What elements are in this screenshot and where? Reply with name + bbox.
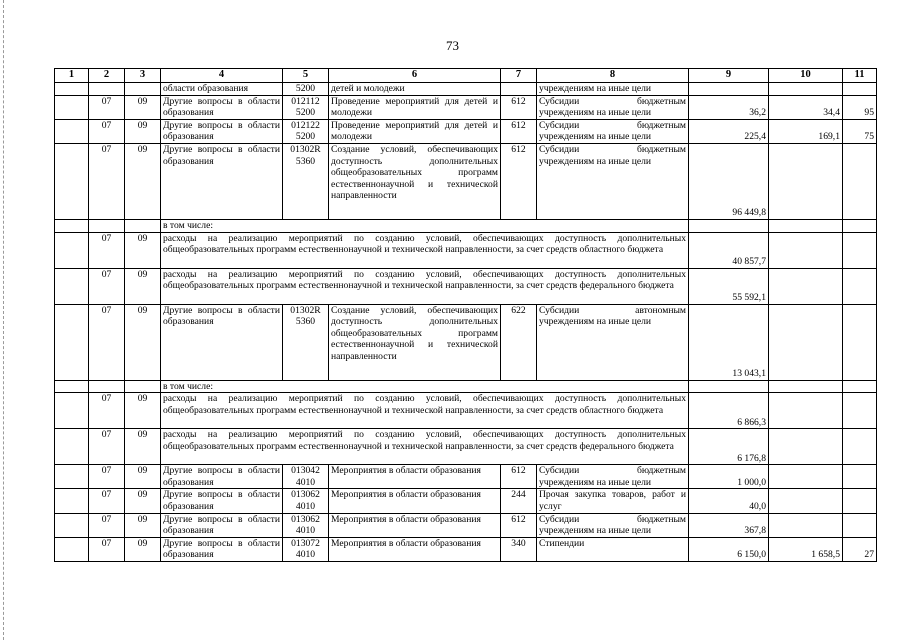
breakdown-text: расходы на реализацию мероприятий по созданию условий, обеспечивающих доступность дополнительных общеобразовательных программ естественнонаучной и технической направленности, за счет средств федерального бюджета [161, 268, 689, 304]
cell-col1 [55, 83, 89, 96]
amount-col10: 1 658,5 [769, 537, 843, 561]
target-article-code: 012122 5200 [283, 119, 329, 143]
table-row [55, 465, 877, 489]
amount-col9: 40,0 [689, 489, 769, 513]
table-row [55, 119, 877, 143]
section-code: 07 [89, 429, 125, 465]
cell-col1 [55, 304, 89, 380]
subsection-code: 09 [125, 268, 161, 304]
percent-col11 [843, 465, 877, 489]
target-article-name: Проведение мероприятий для детей и молодежи [329, 119, 501, 143]
expense-type-code: 612 [501, 95, 537, 119]
breakdown-text: расходы на реализацию мероприятий по созданию условий, обеспечивающих доступность дополнительных общеобразовательных программ естественнонаучной и технической направленности, за счет средств федерального бюджета [161, 429, 689, 465]
amount-col9: 96 449,8 [689, 143, 769, 219]
percent-col11 [843, 143, 877, 219]
amount-col9: 225,4 [689, 119, 769, 143]
cell-col1 [55, 380, 89, 393]
target-article-code: 013062 4010 [283, 489, 329, 513]
cell-col9 [689, 380, 769, 393]
section-code: 07 [89, 513, 125, 537]
amount-col10 [769, 304, 843, 380]
column-header-1: 1 [55, 69, 89, 83]
expense-type-name: Субсидии бюджетным учреждениям на иные цели [537, 465, 689, 489]
breakdown-text: расходы на реализацию мероприятий по созданию условий, обеспечивающих доступность дополнительных общеобразовательных программ естественнонаучной и технической направленности, за счет средств областного бюджета [161, 393, 689, 429]
expense-type-name: Субсидии бюджетным учреждениям на иные цели [537, 513, 689, 537]
subsection-name: Другие вопросы в области образования [161, 537, 283, 561]
amount-col9: 55 592,1 [689, 268, 769, 304]
cell-col1 [55, 465, 89, 489]
column-header-4: 4 [161, 69, 283, 83]
target-article-name: Создание условий, обеспечивающих доступность дополнительных общеобразовательных программ естественнонаучной и технической направленности [329, 143, 501, 219]
expense-type-name: Стипендии [537, 537, 689, 561]
section-code: 07 [89, 489, 125, 513]
target-article-code: 013072 4010 [283, 537, 329, 561]
subsection-code: 09 [125, 489, 161, 513]
table-body [55, 69, 877, 562]
table-row [55, 268, 877, 304]
cell-col1 [55, 537, 89, 561]
amount-col10 [769, 489, 843, 513]
cell-col1 [55, 513, 89, 537]
target-article-code: 013062 4010 [283, 513, 329, 537]
percent-col11 [843, 393, 877, 429]
cell-col1 [55, 95, 89, 119]
percent-col11: 75 [843, 119, 877, 143]
subsection-name: Другие вопросы в области образования [161, 119, 283, 143]
expense-type-name: Прочая закупка товаров, работ и услуг [537, 489, 689, 513]
percent-col11 [843, 304, 877, 380]
percent-col11 [843, 489, 877, 513]
cell-col2 [89, 380, 125, 393]
column-header-10: 10 [769, 69, 843, 83]
table-row [55, 232, 877, 268]
cell-col1 [55, 119, 89, 143]
amount-col10 [769, 429, 843, 465]
percent-col11 [843, 268, 877, 304]
subsection-name: области образования [161, 83, 283, 96]
amount-col10 [769, 143, 843, 219]
column-header-5: 5 [283, 69, 329, 83]
cell-col11 [843, 380, 877, 393]
amount-col9 [689, 83, 769, 96]
subsection-code: 09 [125, 119, 161, 143]
target-article-code: 012112 5200 [283, 95, 329, 119]
budget-table [54, 68, 877, 562]
section-code: 07 [89, 95, 125, 119]
subsection-name: Другие вопросы в области образования [161, 143, 283, 219]
expense-type-code: 244 [501, 489, 537, 513]
amount-col9: 6 150,0 [689, 537, 769, 561]
amount-col10 [769, 513, 843, 537]
amount-col10 [769, 268, 843, 304]
section-code: 07 [89, 143, 125, 219]
column-header-9: 9 [689, 69, 769, 83]
cell-col2 [89, 219, 125, 232]
amount-col10 [769, 393, 843, 429]
including-note: в том числе: [161, 380, 689, 393]
table-row [55, 143, 877, 219]
table-row [55, 95, 877, 119]
cell-col10 [769, 380, 843, 393]
amount-col9: 36,2 [689, 95, 769, 119]
column-header-2: 2 [89, 69, 125, 83]
subsection-code [125, 83, 161, 96]
cell-col1 [55, 489, 89, 513]
breakdown-text: расходы на реализацию мероприятий по созданию условий, обеспечивающих доступность дополнительных общеобразовательных программ естественнонаучной и технической направленности, за счет средств областного бюджета [161, 232, 689, 268]
expense-type-name: учреждениям на иные цели [537, 83, 689, 96]
column-header-7: 7 [501, 69, 537, 83]
section-code: 07 [89, 268, 125, 304]
expense-type-code: 612 [501, 465, 537, 489]
column-header-8: 8 [537, 69, 689, 83]
cell-col9 [689, 219, 769, 232]
section-code: 07 [89, 393, 125, 429]
column-header-6: 6 [329, 69, 501, 83]
target-article-code: 013042 4010 [283, 465, 329, 489]
percent-col11: 27 [843, 537, 877, 561]
amount-col9: 40 857,7 [689, 232, 769, 268]
table-row [55, 393, 877, 429]
subsection-code: 09 [125, 465, 161, 489]
amount-col9: 367,8 [689, 513, 769, 537]
percent-col11 [843, 232, 877, 268]
expense-type-code: 612 [501, 513, 537, 537]
percent-col11: 95 [843, 95, 877, 119]
amount-col10 [769, 465, 843, 489]
cell-col10 [769, 219, 843, 232]
column-header-11: 11 [843, 69, 877, 83]
subsection-code: 09 [125, 143, 161, 219]
target-article-name: Создание условий, обеспечивающих доступность дополнительных общеобразовательных программ естественнонаучной и технической направленности [329, 304, 501, 380]
column-header-3: 3 [125, 69, 161, 83]
subsection-code: 09 [125, 429, 161, 465]
expense-type-name: Субсидии бюджетным учреждениям на иные цели [537, 119, 689, 143]
subsection-code: 09 [125, 537, 161, 561]
percent-col11 [843, 429, 877, 465]
header-row [55, 69, 877, 83]
amount-col10: 169,1 [769, 119, 843, 143]
target-article-name: детей и молодежи [329, 83, 501, 96]
amount-col10 [769, 232, 843, 268]
page-number: 73 [446, 38, 459, 53]
table-row [55, 380, 877, 393]
section-code: 07 [89, 304, 125, 380]
target-article-name: Мероприятия в области образования [329, 537, 501, 561]
subsection-code: 09 [125, 95, 161, 119]
section-code: 07 [89, 232, 125, 268]
subsection-name: Другие вопросы в области образования [161, 465, 283, 489]
section-code: 07 [89, 465, 125, 489]
cell-col1 [55, 429, 89, 465]
amount-col10: 34,4 [769, 95, 843, 119]
target-article-name: Мероприятия в области образования [329, 465, 501, 489]
cell-col3 [125, 380, 161, 393]
table-row [55, 219, 877, 232]
percent-col11 [843, 513, 877, 537]
target-article-code: 01302R 5360 [283, 143, 329, 219]
table-row [55, 513, 877, 537]
page-edge-line [3, 0, 4, 640]
expense-type-code: 612 [501, 119, 537, 143]
table-row [55, 83, 877, 96]
expense-type-code: 340 [501, 537, 537, 561]
amount-col9: 6 866,3 [689, 393, 769, 429]
subsection-name: Другие вопросы в области образования [161, 95, 283, 119]
including-note: в том числе: [161, 219, 689, 232]
amount-col9: 1 000,0 [689, 465, 769, 489]
cell-col1 [55, 268, 89, 304]
expense-type-name: Субсидии автономным учреждениям на иные цели [537, 304, 689, 380]
target-article-name: Мероприятия в области образования [329, 489, 501, 513]
section-code: 07 [89, 537, 125, 561]
target-article-name: Проведение мероприятий для детей и молодежи [329, 95, 501, 119]
cell-col11 [843, 219, 877, 232]
cell-col1 [55, 219, 89, 232]
cell-col1 [55, 143, 89, 219]
amount-col9: 13 043,1 [689, 304, 769, 380]
amount-col9: 6 176,8 [689, 429, 769, 465]
subsection-code: 09 [125, 304, 161, 380]
table-row [55, 429, 877, 465]
expense-type-name: Субсидии бюджетным учреждениям на иные цели [537, 143, 689, 219]
table-row [55, 304, 877, 380]
section-code: 07 [89, 119, 125, 143]
subsection-code: 09 [125, 513, 161, 537]
subsection-name: Другие вопросы в области образования [161, 304, 283, 380]
table-row [55, 489, 877, 513]
amount-col10 [769, 83, 843, 96]
section-code [89, 83, 125, 96]
table-row [55, 537, 877, 561]
percent-col11 [843, 83, 877, 96]
subsection-name: Другие вопросы в области образования [161, 513, 283, 537]
subsection-code: 09 [125, 232, 161, 268]
cell-col1 [55, 393, 89, 429]
target-article-code: 01302R 5360 [283, 304, 329, 380]
target-article-name: Мероприятия в области образования [329, 513, 501, 537]
expense-type-code: 612 [501, 143, 537, 219]
subsection-code: 09 [125, 393, 161, 429]
cell-col3 [125, 219, 161, 232]
expense-type-name: Субсидии бюджетным учреждениям на иные цели [537, 95, 689, 119]
cell-col1 [55, 232, 89, 268]
target-article-code: 5200 [283, 83, 329, 96]
expense-type-code: 622 [501, 304, 537, 380]
expense-type-code [501, 83, 537, 96]
subsection-name: Другие вопросы в области образования [161, 489, 283, 513]
